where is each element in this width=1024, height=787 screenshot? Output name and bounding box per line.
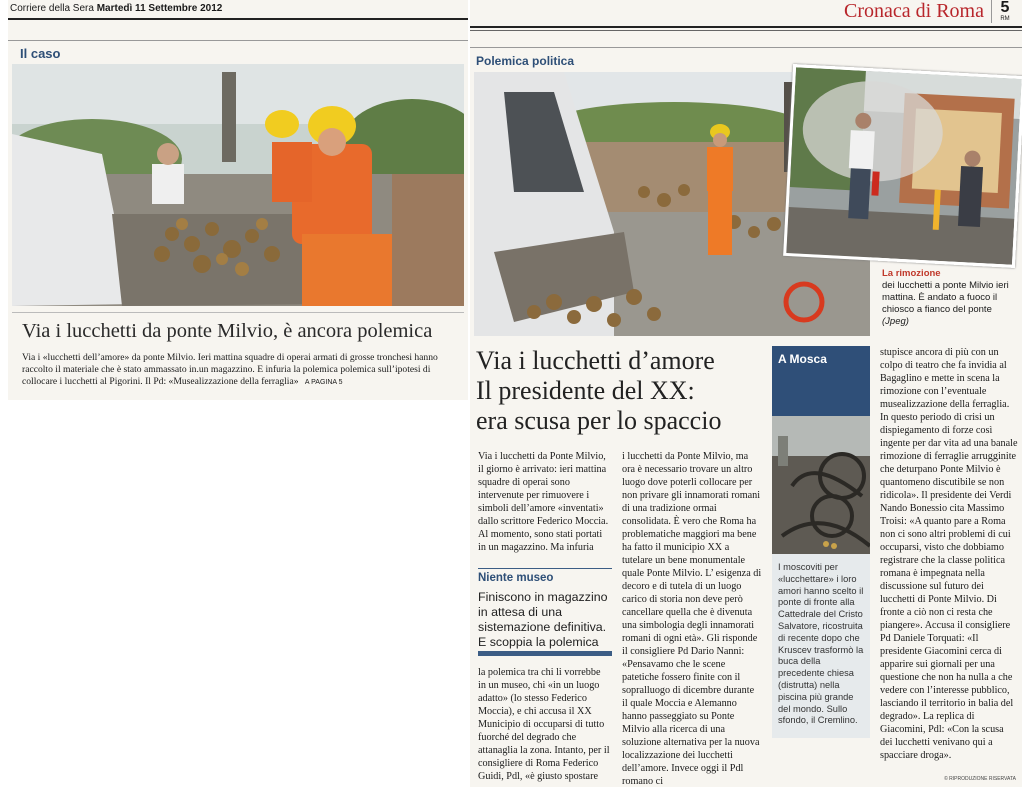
- inner-page-clipping: [470, 0, 1022, 787]
- masthead-date: Martedì 11 Settembre 2012: [96, 3, 223, 14]
- photo-caption: [882, 268, 1014, 328]
- kiosk-fire-photo: [783, 64, 1022, 268]
- masthead-rule: [8, 18, 468, 20]
- page-number: 5: [1000, 0, 1010, 16]
- front-summary-text: Via i «lucchetti dell’amore» da ponte Milvio. Ieri mattina squadre di operai armati di grosse tronchesi hanno raccolto il materiale che è stato ammassato in.un magazzino. E infuria la polemica polemica sull’ipotesi di collocare i lucchetti al Pigorini. Il Pd: «Musealizzazione della ferraglia»: [22, 352, 438, 387]
- article-headline: [476, 346, 766, 436]
- headline-line-1: Via i lucchetti d’amore: [476, 346, 715, 375]
- front-page-clipping: [8, 0, 468, 400]
- photo-caption-text: dei lucchetti a ponte Milvio ieri mattina. È andato a fuoco il chiosco a fianco del ponte: [882, 280, 1009, 315]
- masthead: [10, 3, 222, 14]
- photo-caption-title: La rimozione: [882, 268, 941, 279]
- mosca-title: A Mosca: [778, 352, 827, 366]
- article-col4: stupisce ancora di più con un colpo di teatro che fa invidia al Bagaglino e mette in scena la rimozione con l’eventuale musealizzazione della ferraglia. In questo periodo di crisi un dispiegamento di forze così ingente per dar vita ad una banale rimozione di ferraglie arrugginite che deturpano Ponte Milvio è quantomeno discutibile se non ridicola». Il presidente dei Verdi Nando Bonessio cita Massimo Troisi: «A quanto pare a Roma non ci sono altri problemi di cui occuparsi, visto che dobbiamo registrare che la classe politica romana è impegnata nella discussione sul futuro dei lucchetti di Ponte Milvio. Di fronte a ciò non ci resta che piangere». Accusa il consigliere Pd Daniele Torquati: «Il presidente Giacomini cerca di apparire sui giornali per una questione che non ha nulla a che vedere con l’interesse pubblico, lasciando il territorio in balia del degrado». La replica di Giacomini, Pdl: «Con la scusa dei lucchetti venivano qui a spacciare droga».: [880, 347, 1018, 761]
- rubric-rule: [8, 40, 468, 41]
- page-code: RM: [1000, 16, 1010, 22]
- page-reference: A PAGINA 5: [304, 379, 343, 386]
- header-rule-thin: [470, 30, 1022, 31]
- workers-photo: [12, 64, 464, 306]
- moscow-bridge-photo: [772, 416, 870, 554]
- mosca-header: [772, 346, 870, 416]
- photo-credit: (Jpeg): [882, 316, 909, 327]
- header-rule: [470, 26, 1022, 28]
- section-title: Cronaca di Roma: [844, 0, 984, 22]
- headline-line-3: era scusa per lo spaccio: [476, 406, 722, 435]
- rubric-rule: [470, 47, 1022, 48]
- rubric-polemica: Polemica politica: [476, 54, 575, 68]
- front-summary: [22, 352, 462, 389]
- sidebar-rule-top: [478, 568, 612, 569]
- copyright-footer: © RIPRODUZIONE RISERVATA: [944, 776, 1016, 782]
- article-col2: i lucchetti da Ponte Milvio, ma ora è necessario trovare un altro luogo dove poterli collocare per non privare gli innamorati romani di una tradizione ormai consolidata. È vero che Roma ha problematiche maggiori ma bene ha fatto il municipio XX a tutelare un bene monumentale quale Ponte Milvio. L’ esigenza di decoro e di tutela di un luogo carico di storia non deve però cancellare quella che è divenuta una simbologia degli innamorati romani di ogni età». Gli risponde il consigliere Pd Dario Nanni: «Pensavamo che le scene patetiche fossero finite con il sopralluogo di dicembre durante il quale Moccia e Alemanno hanno passeggiato su Ponte Milvio alla ricerca di una soluzione alternativa per la nuova localizzazione dei lucchetti dell’amore. Invece oggi il Pdl romano ci: [622, 451, 762, 787]
- rubric-il-caso: Il caso: [20, 46, 61, 61]
- sidebar-title: Niente museo: [478, 572, 554, 584]
- headline-rule: [12, 312, 464, 313]
- headline-line-2: Il presidente del XX:: [476, 376, 695, 405]
- sidebar-bar: [478, 651, 612, 656]
- mosca-caption: I moscoviti per «lucchettare» i loro amori hanno scelto il ponte di fronte alla Cattedrale del Cristo Salvatore, ricostruita di recente dopo che Kruscev trasformò la buca della precedente chiesa (distrutta) nella piscina più grande del mondo. Sullo sfondo, il Cremlino.: [778, 562, 864, 726]
- page-number-box: [991, 0, 1018, 23]
- article-col1-top: Via i lucchetti da Ponte Milvio, il giorno è arrivato: ieri mattina squadre di operai sono intervenute per rimuovere i simboli dell’amore «inventati» dallo scrittore Federico Moccia. Al momento, sono stati portati in un magazzino. Ma infuria: [478, 451, 609, 553]
- masthead-paper: Corriere della Sera: [10, 3, 94, 14]
- front-headline: Via i lucchetti da ponte Milvio, è ancora polemica: [22, 320, 433, 342]
- mosca-box: [772, 346, 870, 738]
- sidebar-text: Finiscono in magazzino in attesa di una sistemazione definitiva. E scoppia la polemica: [478, 590, 608, 649]
- article-col1-bottom: la polemica tra chi li vorrebbe in un museo, chi «in un luogo adatto» (lo stesso Federico Moccia), e chi accusa il XX Municipio di occuparsi di tutto fuorché del degrado che attanaglia la zona. Intanto, per il consigliere di Roma Federico Guidi, Pdl, «è giusto spostare: [478, 667, 610, 782]
